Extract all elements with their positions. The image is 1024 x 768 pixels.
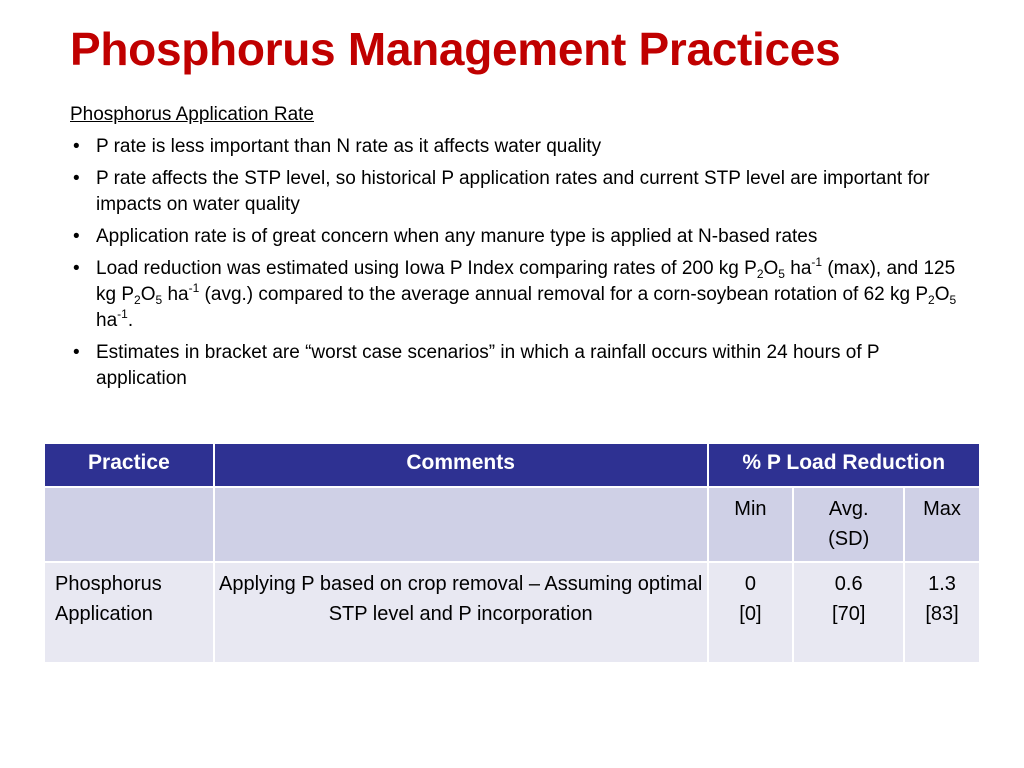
header-load-reduction: % P Load Reduction: [708, 443, 981, 487]
table-header-row: [44, 443, 980, 487]
bullet-item: [70, 340, 970, 392]
cell-practice: Phosphorus Application: [44, 562, 214, 663]
subheader-avg: Avg. (SD): [793, 487, 904, 562]
bullet-item: [70, 134, 970, 160]
bullet-text: Application rate is of great concern when any manure type is applied at N-based rates: [96, 226, 818, 247]
subheader-empty-comments: [214, 487, 708, 562]
bullet-list: [70, 134, 970, 392]
subheading: Phosphorus Application Rate: [70, 104, 314, 125]
header-practice: Practice: [44, 443, 214, 487]
table-row: [44, 562, 980, 663]
subheader-empty-practice: [44, 487, 214, 562]
practice-table: [43, 442, 981, 664]
slide-body: [70, 102, 970, 398]
bullet-text: P rate is less important than N rate as it affects water quality: [96, 136, 602, 157]
bullet-text: Load reduction was estimated using Iowa P Index comparing rates of 200 kg $P_2O_5$ $ha^{-1}$ (max), and 125 kg $P_2O_5$ $ha^{-1}$ (avg.) compared to the average annual removal for a corn-soybean rotation of 62 kg $P_2O_5$ $ha^{-1}$.: [96, 255, 957, 331]
bullet-marker: •: [73, 226, 80, 247]
bullet-item: [70, 166, 970, 218]
subheader-min: Min: [708, 487, 794, 562]
bullet-item: [70, 224, 970, 250]
cell-min: 0 [0]: [708, 562, 794, 663]
bullet-text: P rate affects the STP level, so historical P application rates and current STP level are important for impacts on water quality: [96, 168, 930, 215]
bullet-text: Estimates in bracket are “worst case scenarios” in which a rainfall occurs within 24 hours of P application: [96, 342, 880, 389]
bullet-marker: •: [73, 258, 80, 279]
cell-avg: 0.6 [70]: [793, 562, 904, 663]
bullet-marker: •: [73, 136, 80, 157]
slide-title: Phosphorus Management Practices: [70, 23, 841, 75]
cell-max: 1.3 [83]: [904, 562, 980, 663]
table-subheader-row: [44, 487, 980, 562]
bullet-item: [70, 256, 970, 334]
subheader-max: Max: [904, 487, 980, 562]
bullet-marker: •: [73, 342, 80, 363]
header-comments: Comments: [214, 443, 708, 487]
cell-comment: Applying P based on crop removal – Assuming optimal STP level and P incorporation: [214, 562, 708, 663]
bullet-marker: •: [73, 168, 80, 189]
